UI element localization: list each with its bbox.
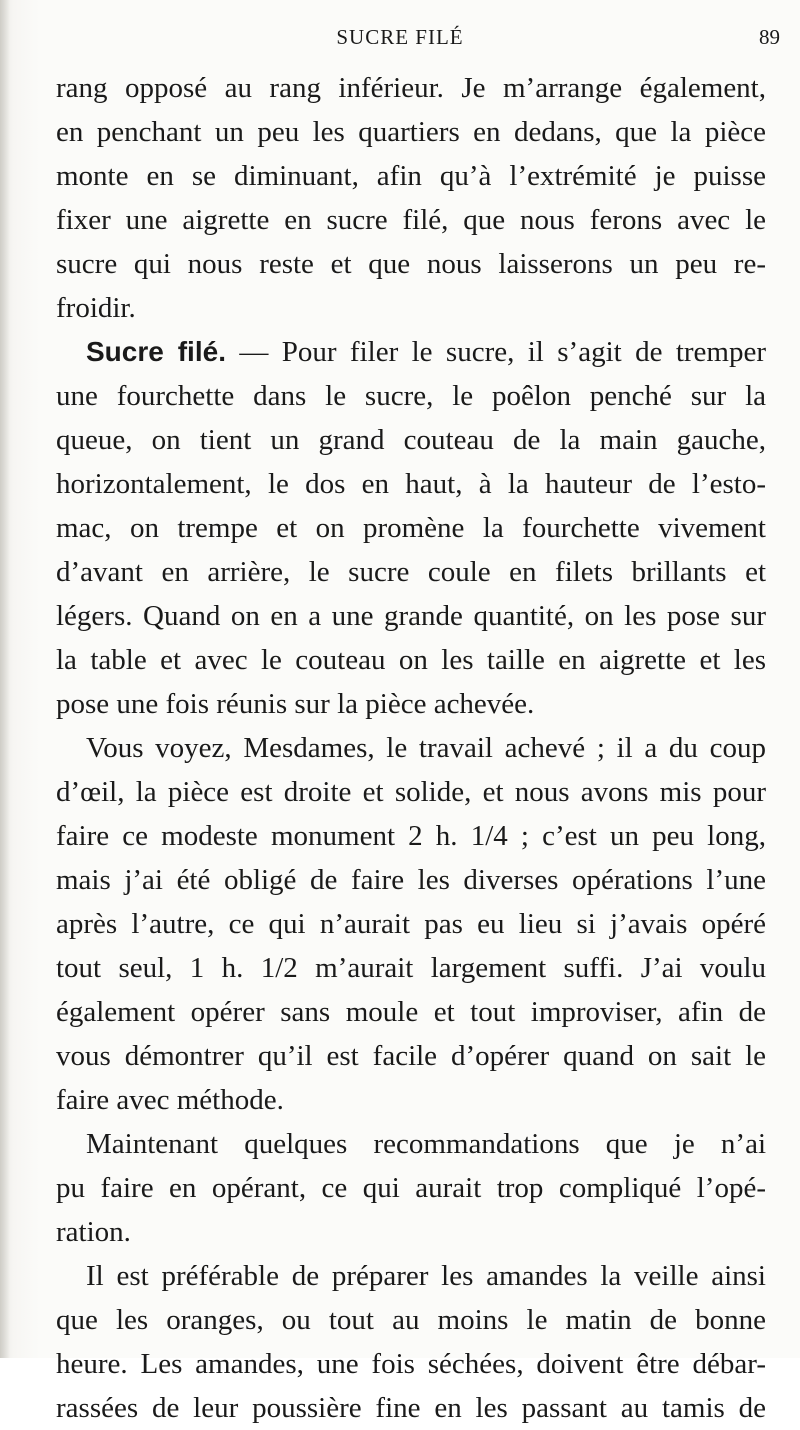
text-line: d’œil, la pièce est droite et solide, et nous avons mis pour: [56, 776, 766, 808]
page-number: 89: [759, 25, 780, 49]
text-line: Maintenant quelques recommandations que je n’ai: [86, 1128, 766, 1160]
text-line: froidir.: [56, 292, 136, 324]
text-line: fixer une aigrette en sucre filé, que nous ferons avec le: [56, 204, 766, 236]
text-line: pose une fois réunis sur la pièce achevée.: [56, 688, 535, 720]
spine-shadow: [0, 0, 10, 1358]
text-line: horizontalement, le dos en haut, à la hauteur de l’esto-: [56, 468, 766, 500]
text-line: rassées de leur poussière fine en les passant au tamis de: [56, 1392, 766, 1424]
text-line: monte en se diminuant, afin qu’à l’extrémité je puisse: [56, 160, 766, 192]
text-line: ration.: [56, 1216, 131, 1248]
text-line: mais j’ai été obligé de faire les diverses opérations l’une: [56, 864, 766, 896]
text-line: que les oranges, ou tout au moins le matin de bonne: [56, 1304, 766, 1336]
running-title: SUCRE FILÉ: [336, 25, 464, 49]
text-line: heure. Les amandes, une fois séchées, doivent être débar-: [56, 1348, 766, 1380]
text-line: légers. Quand on en a une grande quantité, on les pose sur: [56, 600, 766, 632]
text-line: faire ce modeste monument 2 h. 1/4 ; c’est un peu long,: [56, 820, 766, 852]
text-line: queue, on tient un grand couteau de la main gauche,: [56, 424, 766, 456]
text-line: vous démontrer qu’il est facile d’opérer quand on sait le: [56, 1040, 766, 1072]
section-first-line-text: — Pour filer le sucre, il s’agit de tremper: [225, 336, 766, 368]
text-line: mac, on trempe et on promène la fourchette vivement: [56, 512, 766, 544]
section-first-line: [56, 330, 766, 374]
text-line: également opérer sans moule et tout improviser, afin de: [56, 996, 766, 1028]
body-text: [56, 66, 766, 1430]
text-line: Il est préférable de préparer les amandes la veille ainsi: [86, 1260, 766, 1292]
text-line: en penchant un peu les quartiers en dedans, que la pièce: [56, 116, 766, 148]
section-heading: Sucre filé.: [86, 336, 226, 367]
text-line: pu faire en opérant, ce qui aurait trop compliqué l’opé-: [56, 1172, 766, 1204]
text-line: rang opposé au rang inférieur. Je m’arrange également,: [56, 72, 766, 104]
text-line: Vous voyez, Mesdames, le travail achevé ; il a du coup: [86, 732, 766, 764]
text-line: la table et avec le couteau on les taille en aigrette et les: [56, 644, 766, 676]
text-line: sucre qui nous reste et que nous laisserons un peu re-: [56, 248, 766, 280]
text-line: après l’autre, ce qui n’aurait pas eu lieu si j’avais opéré: [56, 908, 766, 940]
text-line: d’avant en arrière, le sucre coule en filets brillants et: [56, 556, 766, 588]
text-line: une fourchette dans le sucre, le poêlon penché sur la: [56, 380, 766, 412]
running-head: [0, 10, 800, 50]
text-line: faire avec méthode.: [56, 1084, 284, 1116]
text-line: tout seul, 1 h. 1/2 m’aurait largement suffi. J’ai voulu: [56, 952, 766, 984]
